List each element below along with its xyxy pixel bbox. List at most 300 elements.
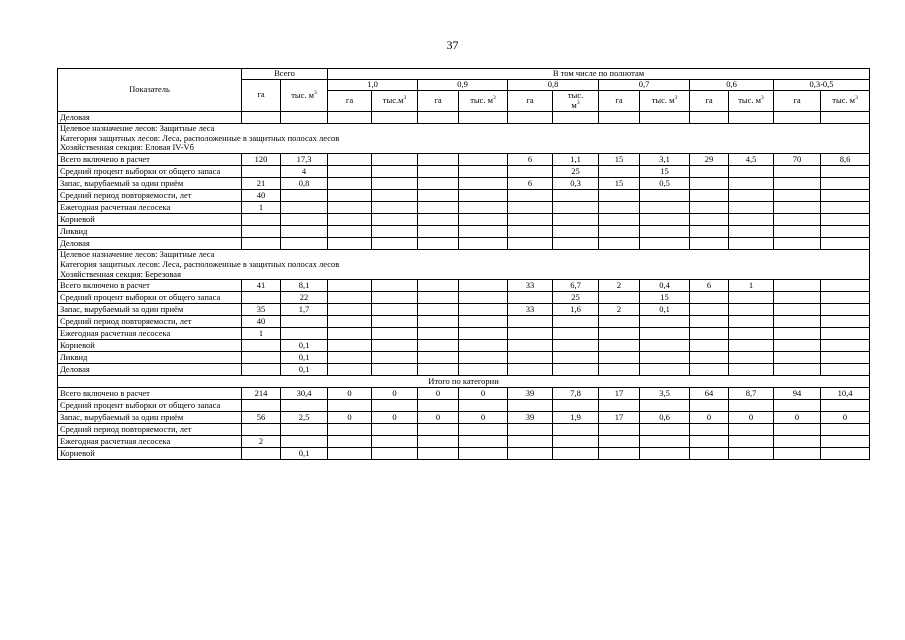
table-cell xyxy=(640,190,690,202)
section-info xyxy=(58,250,870,280)
table-cell xyxy=(281,424,328,436)
table-cell xyxy=(328,352,372,364)
table-cell xyxy=(459,178,508,190)
table-cell xyxy=(281,202,328,214)
header-total-ha: га xyxy=(242,79,281,111)
table-cell: 8,1 xyxy=(281,280,328,292)
table-cell xyxy=(372,436,418,448)
header-unit-ha: га xyxy=(508,90,553,111)
table-cell xyxy=(459,364,508,376)
table-cell xyxy=(640,340,690,352)
table-cell xyxy=(508,340,553,352)
section-info-line: Целевое назначение лесов: Защитные леса xyxy=(60,249,215,260)
table-cell xyxy=(328,424,372,436)
table-cell xyxy=(821,214,870,226)
table-row xyxy=(58,190,870,202)
table-cell xyxy=(729,226,774,238)
table-cell xyxy=(599,166,640,178)
row-label: Корневой xyxy=(58,214,242,226)
table-cell xyxy=(640,364,690,376)
table-cell xyxy=(372,448,418,460)
table-cell: 56 xyxy=(242,412,281,424)
table-cell xyxy=(372,238,418,250)
table-cell xyxy=(821,238,870,250)
table-cell: 1,1 xyxy=(553,154,599,166)
table-cell xyxy=(418,424,459,436)
table-cell xyxy=(774,364,821,376)
table-row xyxy=(58,214,870,226)
table-cell xyxy=(418,352,459,364)
table-cell: 0,1 xyxy=(281,340,328,352)
table-cell xyxy=(553,111,599,123)
header-density-0-8: 0,8 xyxy=(508,79,599,90)
table-cell xyxy=(418,226,459,238)
table-cell xyxy=(821,111,870,123)
table-cell xyxy=(508,292,553,304)
total-row-label: Запас, вырубаемый за один приём xyxy=(58,412,242,424)
table-cell: 64 xyxy=(690,388,729,400)
table-row xyxy=(58,412,870,424)
section-pre-label: Деловая xyxy=(58,111,242,123)
table-cell xyxy=(372,292,418,304)
table-cell xyxy=(328,190,372,202)
table-cell xyxy=(508,448,553,460)
table-row xyxy=(58,364,870,376)
table-cell: 3,1 xyxy=(640,154,690,166)
header-unit-volume: тыс. $м^3$ xyxy=(553,90,599,111)
table-cell xyxy=(328,364,372,376)
table-cell: 0,8 xyxy=(281,178,328,190)
table-cell xyxy=(328,328,372,340)
table-cell xyxy=(553,448,599,460)
table-cell xyxy=(372,178,418,190)
table-cell xyxy=(281,226,328,238)
table-cell xyxy=(774,178,821,190)
table-cell xyxy=(418,364,459,376)
table-cell xyxy=(599,111,640,123)
table-cell xyxy=(508,328,553,340)
table-cell xyxy=(599,400,640,412)
total-row-label: Всего включено в расчет xyxy=(58,388,242,400)
table-cell xyxy=(640,226,690,238)
table-cell xyxy=(729,202,774,214)
table-cell: 15 xyxy=(599,178,640,190)
table-cell xyxy=(774,328,821,340)
table-cell xyxy=(599,328,640,340)
table-cell: 0 xyxy=(774,412,821,424)
table-cell xyxy=(372,226,418,238)
table-cell xyxy=(328,448,372,460)
table-cell xyxy=(508,202,553,214)
table-cell xyxy=(372,111,418,123)
table-cell xyxy=(821,424,870,436)
table-cell xyxy=(281,111,328,123)
section-info-row xyxy=(58,123,870,153)
table-cell xyxy=(690,340,729,352)
table-cell xyxy=(459,111,508,123)
table-cell xyxy=(281,436,328,448)
section-info-line: Хозяйственная секция: Еловая IV-Vб xyxy=(60,142,194,153)
header-unit-ha: га xyxy=(418,90,459,111)
table-cell xyxy=(774,166,821,178)
table-cell xyxy=(328,436,372,448)
header-unit-ha: га xyxy=(599,90,640,111)
table-cell xyxy=(599,202,640,214)
table-cell xyxy=(821,316,870,328)
table-cell: 94 xyxy=(774,388,821,400)
table-cell xyxy=(640,214,690,226)
table-cell xyxy=(242,226,281,238)
table-cell xyxy=(242,400,281,412)
table-cell xyxy=(242,111,281,123)
table-cell xyxy=(599,448,640,460)
table-cell xyxy=(418,436,459,448)
table-cell xyxy=(553,226,599,238)
table-cell xyxy=(242,352,281,364)
table-cell xyxy=(459,352,508,364)
header-density-0-7: 0,7 xyxy=(599,79,690,90)
table-cell xyxy=(774,316,821,328)
table-cell xyxy=(281,316,328,328)
table-cell xyxy=(729,340,774,352)
table-cell xyxy=(508,424,553,436)
table-row xyxy=(58,400,870,412)
table-cell xyxy=(729,436,774,448)
table-cell xyxy=(821,340,870,352)
table-cell: 10,4 xyxy=(821,388,870,400)
table-cell xyxy=(372,280,418,292)
table-cell: 1 xyxy=(729,280,774,292)
table-cell xyxy=(372,340,418,352)
table-cell xyxy=(242,364,281,376)
table-cell: 2 xyxy=(599,280,640,292)
table-row xyxy=(58,328,870,340)
table-cell: 2 xyxy=(242,436,281,448)
table-cell xyxy=(640,238,690,250)
table-cell: 0,3 xyxy=(553,178,599,190)
table-cell xyxy=(508,238,553,250)
table-cell xyxy=(372,304,418,316)
header-density-0-6: 0,6 xyxy=(690,79,774,90)
table-cell: 25 xyxy=(553,292,599,304)
table-cell xyxy=(281,400,328,412)
row-label: Ежегодная расчетная лесосека xyxy=(58,328,242,340)
table-cell xyxy=(328,400,372,412)
table-cell xyxy=(690,190,729,202)
table-cell xyxy=(690,226,729,238)
table-cell xyxy=(418,280,459,292)
table-cell: 17 xyxy=(599,412,640,424)
table-cell xyxy=(242,292,281,304)
table-cell xyxy=(242,238,281,250)
section-info-line: Категория защитных лесов: Леса, расположенные в защитных полосах лесов xyxy=(60,258,340,269)
table-cell xyxy=(774,400,821,412)
total-row-label: Средний процент выборки от общего запаса xyxy=(58,400,242,412)
table-cell: 0 xyxy=(821,412,870,424)
row-label: Ежегодная расчетная лесосека xyxy=(58,202,242,214)
header-total-volume: тыс. $м^3$ xyxy=(281,79,328,111)
table-cell xyxy=(729,111,774,123)
table-cell xyxy=(418,166,459,178)
table-cell xyxy=(508,316,553,328)
table-row xyxy=(58,352,870,364)
table-cell: 6 xyxy=(690,280,729,292)
table-cell: 25 xyxy=(553,166,599,178)
table-cell xyxy=(418,202,459,214)
table-cell xyxy=(418,154,459,166)
table-cell xyxy=(821,190,870,202)
table-cell: 8,7 xyxy=(729,388,774,400)
table-cell xyxy=(690,202,729,214)
table-row xyxy=(58,154,870,166)
table-row xyxy=(58,436,870,448)
table-cell: 120 xyxy=(242,154,281,166)
table-cell xyxy=(459,154,508,166)
table-cell: 39 xyxy=(508,412,553,424)
table-cell: 0 xyxy=(729,412,774,424)
table-cell: 41 xyxy=(242,280,281,292)
table-cell xyxy=(599,214,640,226)
table-cell: 29 xyxy=(690,154,729,166)
table-row xyxy=(58,448,870,460)
table-cell xyxy=(774,436,821,448)
table-cell xyxy=(508,214,553,226)
table-cell: 17,3 xyxy=(281,154,328,166)
table-cell xyxy=(640,424,690,436)
table-cell xyxy=(774,238,821,250)
table-cell xyxy=(640,111,690,123)
header-density-0-3-0-5: 0,3-0,5 xyxy=(774,79,870,90)
table-cell xyxy=(242,448,281,460)
table-cell: 0,6 xyxy=(640,412,690,424)
table-cell xyxy=(553,436,599,448)
table-cell xyxy=(328,238,372,250)
header-unit-volume: тыс. $м^3$ xyxy=(459,90,508,111)
table-cell xyxy=(690,111,729,123)
table-cell: 17 xyxy=(599,388,640,400)
header-indicator: Показатель xyxy=(58,69,242,112)
table-cell xyxy=(690,316,729,328)
table-cell xyxy=(328,178,372,190)
table-cell xyxy=(372,400,418,412)
table-cell: 0 xyxy=(459,388,508,400)
section-info-row xyxy=(58,250,870,280)
table-cell xyxy=(599,238,640,250)
table-cell: 2,5 xyxy=(281,412,328,424)
table-cell: 0,1 xyxy=(281,448,328,460)
table-cell: 214 xyxy=(242,388,281,400)
table-cell xyxy=(690,352,729,364)
table-row xyxy=(58,424,870,436)
table-cell xyxy=(774,111,821,123)
table-cell xyxy=(328,214,372,226)
table-cell: 0 xyxy=(459,412,508,424)
table-cell: 70 xyxy=(774,154,821,166)
table-cell xyxy=(553,316,599,328)
table-cell xyxy=(418,400,459,412)
table-cell xyxy=(281,238,328,250)
table-cell: 0,1 xyxy=(281,364,328,376)
table-cell xyxy=(774,226,821,238)
table-cell: 6,7 xyxy=(553,280,599,292)
table-cell: 0,5 xyxy=(640,178,690,190)
table-cell: 1,9 xyxy=(553,412,599,424)
table-cell: 4 xyxy=(281,166,328,178)
table-cell xyxy=(328,111,372,123)
table-cell: 1 xyxy=(242,202,281,214)
table-cell xyxy=(418,292,459,304)
total-row-label: Ежегодная расчетная лесосека xyxy=(58,436,242,448)
header-unit-ha: га xyxy=(774,90,821,111)
table-cell xyxy=(459,340,508,352)
table-row xyxy=(58,238,870,250)
table-cell xyxy=(599,190,640,202)
table-cell xyxy=(372,202,418,214)
table-cell: 33 xyxy=(508,304,553,316)
table-cell: 0 xyxy=(372,388,418,400)
table-row xyxy=(58,166,870,178)
table-cell: 33 xyxy=(508,280,553,292)
table-cell xyxy=(372,166,418,178)
table-cell xyxy=(640,316,690,328)
table-cell xyxy=(690,214,729,226)
table-cell xyxy=(553,238,599,250)
header-density-1-0: 1,0 xyxy=(328,79,418,90)
table-cell xyxy=(372,424,418,436)
table-cell xyxy=(242,214,281,226)
table-cell xyxy=(690,400,729,412)
table-cell xyxy=(372,190,418,202)
table-cell xyxy=(553,340,599,352)
table-cell xyxy=(418,316,459,328)
table-cell xyxy=(821,448,870,460)
row-label: Запас, вырубаемый за один приём xyxy=(58,178,242,190)
header-total: Всего xyxy=(242,69,328,80)
table-cell xyxy=(508,190,553,202)
table-cell xyxy=(774,304,821,316)
table-cell: 15 xyxy=(640,166,690,178)
table-cell xyxy=(729,400,774,412)
table-cell xyxy=(599,352,640,364)
forest-harvest-table xyxy=(57,68,870,460)
table-cell xyxy=(599,436,640,448)
table-row xyxy=(58,280,870,292)
table-row xyxy=(58,226,870,238)
row-label: Всего включено в расчет xyxy=(58,280,242,292)
table-cell: 35 xyxy=(242,304,281,316)
table-cell xyxy=(599,292,640,304)
table-cell xyxy=(418,238,459,250)
row-label: Корневой xyxy=(58,340,242,352)
table-cell xyxy=(459,304,508,316)
table-cell xyxy=(459,424,508,436)
table-cell xyxy=(774,352,821,364)
table-cell xyxy=(774,280,821,292)
table-cell xyxy=(729,316,774,328)
row-label: Средний процент выборки от общего запаса xyxy=(58,292,242,304)
table-cell xyxy=(418,448,459,460)
table-cell xyxy=(599,340,640,352)
table-cell xyxy=(821,328,870,340)
table-cell xyxy=(242,340,281,352)
header-including: В том числе по полнотам xyxy=(328,69,870,80)
section-info-line: Хозяйственная секция: Березовая xyxy=(60,268,181,279)
row-label: Ликвид xyxy=(58,226,242,238)
table-cell xyxy=(774,340,821,352)
table-cell xyxy=(242,424,281,436)
table-cell xyxy=(774,424,821,436)
row-label: Средний процент выборки от общего запаса xyxy=(58,166,242,178)
table-cell: 6 xyxy=(508,178,553,190)
table-cell: 0 xyxy=(328,388,372,400)
table-row xyxy=(58,202,870,214)
table-cell xyxy=(418,304,459,316)
table-cell xyxy=(553,400,599,412)
table-cell: 0 xyxy=(418,412,459,424)
table-cell: 2 xyxy=(599,304,640,316)
table-cell xyxy=(640,328,690,340)
table-cell xyxy=(508,352,553,364)
table-cell xyxy=(729,166,774,178)
table-cell xyxy=(774,448,821,460)
total-row-label: Средний период повторяемости, лет xyxy=(58,424,242,436)
table-cell xyxy=(729,304,774,316)
section-info xyxy=(58,123,870,153)
table-cell xyxy=(372,214,418,226)
section-info-line: Категория защитных лесов: Леса, расположенные в защитных полосах лесов xyxy=(60,132,340,143)
table-cell xyxy=(729,328,774,340)
table-cell xyxy=(690,328,729,340)
table-cell xyxy=(640,436,690,448)
table-cell: 40 xyxy=(242,190,281,202)
table-cell xyxy=(690,238,729,250)
page-number: 37 xyxy=(446,38,459,52)
header-density-0-9: 0,9 xyxy=(418,79,508,90)
table-cell xyxy=(774,292,821,304)
table-cell xyxy=(553,352,599,364)
table-cell xyxy=(821,364,870,376)
table-cell xyxy=(690,424,729,436)
table-cell xyxy=(328,226,372,238)
table-row xyxy=(58,178,870,190)
table-cell xyxy=(459,190,508,202)
table-row xyxy=(58,316,870,328)
table-cell: 1,7 xyxy=(281,304,328,316)
table-cell xyxy=(372,328,418,340)
table-cell xyxy=(774,202,821,214)
row-label: Средний период повторяемости, лет xyxy=(58,190,242,202)
table-cell xyxy=(508,111,553,123)
table-cell xyxy=(821,202,870,214)
table-cell xyxy=(553,424,599,436)
table-cell xyxy=(640,400,690,412)
table-cell xyxy=(459,400,508,412)
table-cell xyxy=(821,280,870,292)
totals-title-row xyxy=(58,376,870,388)
table-cell xyxy=(508,436,553,448)
table-cell: 39 xyxy=(508,388,553,400)
table-cell xyxy=(372,352,418,364)
table-cell xyxy=(729,214,774,226)
header-unit-volume: тыс. $м^3$ xyxy=(821,90,870,111)
table-cell xyxy=(281,328,328,340)
table-cell xyxy=(328,166,372,178)
table-cell xyxy=(508,400,553,412)
table-cell: 0,4 xyxy=(640,280,690,292)
table-cell xyxy=(640,448,690,460)
table-cell xyxy=(328,292,372,304)
table-cell xyxy=(372,316,418,328)
